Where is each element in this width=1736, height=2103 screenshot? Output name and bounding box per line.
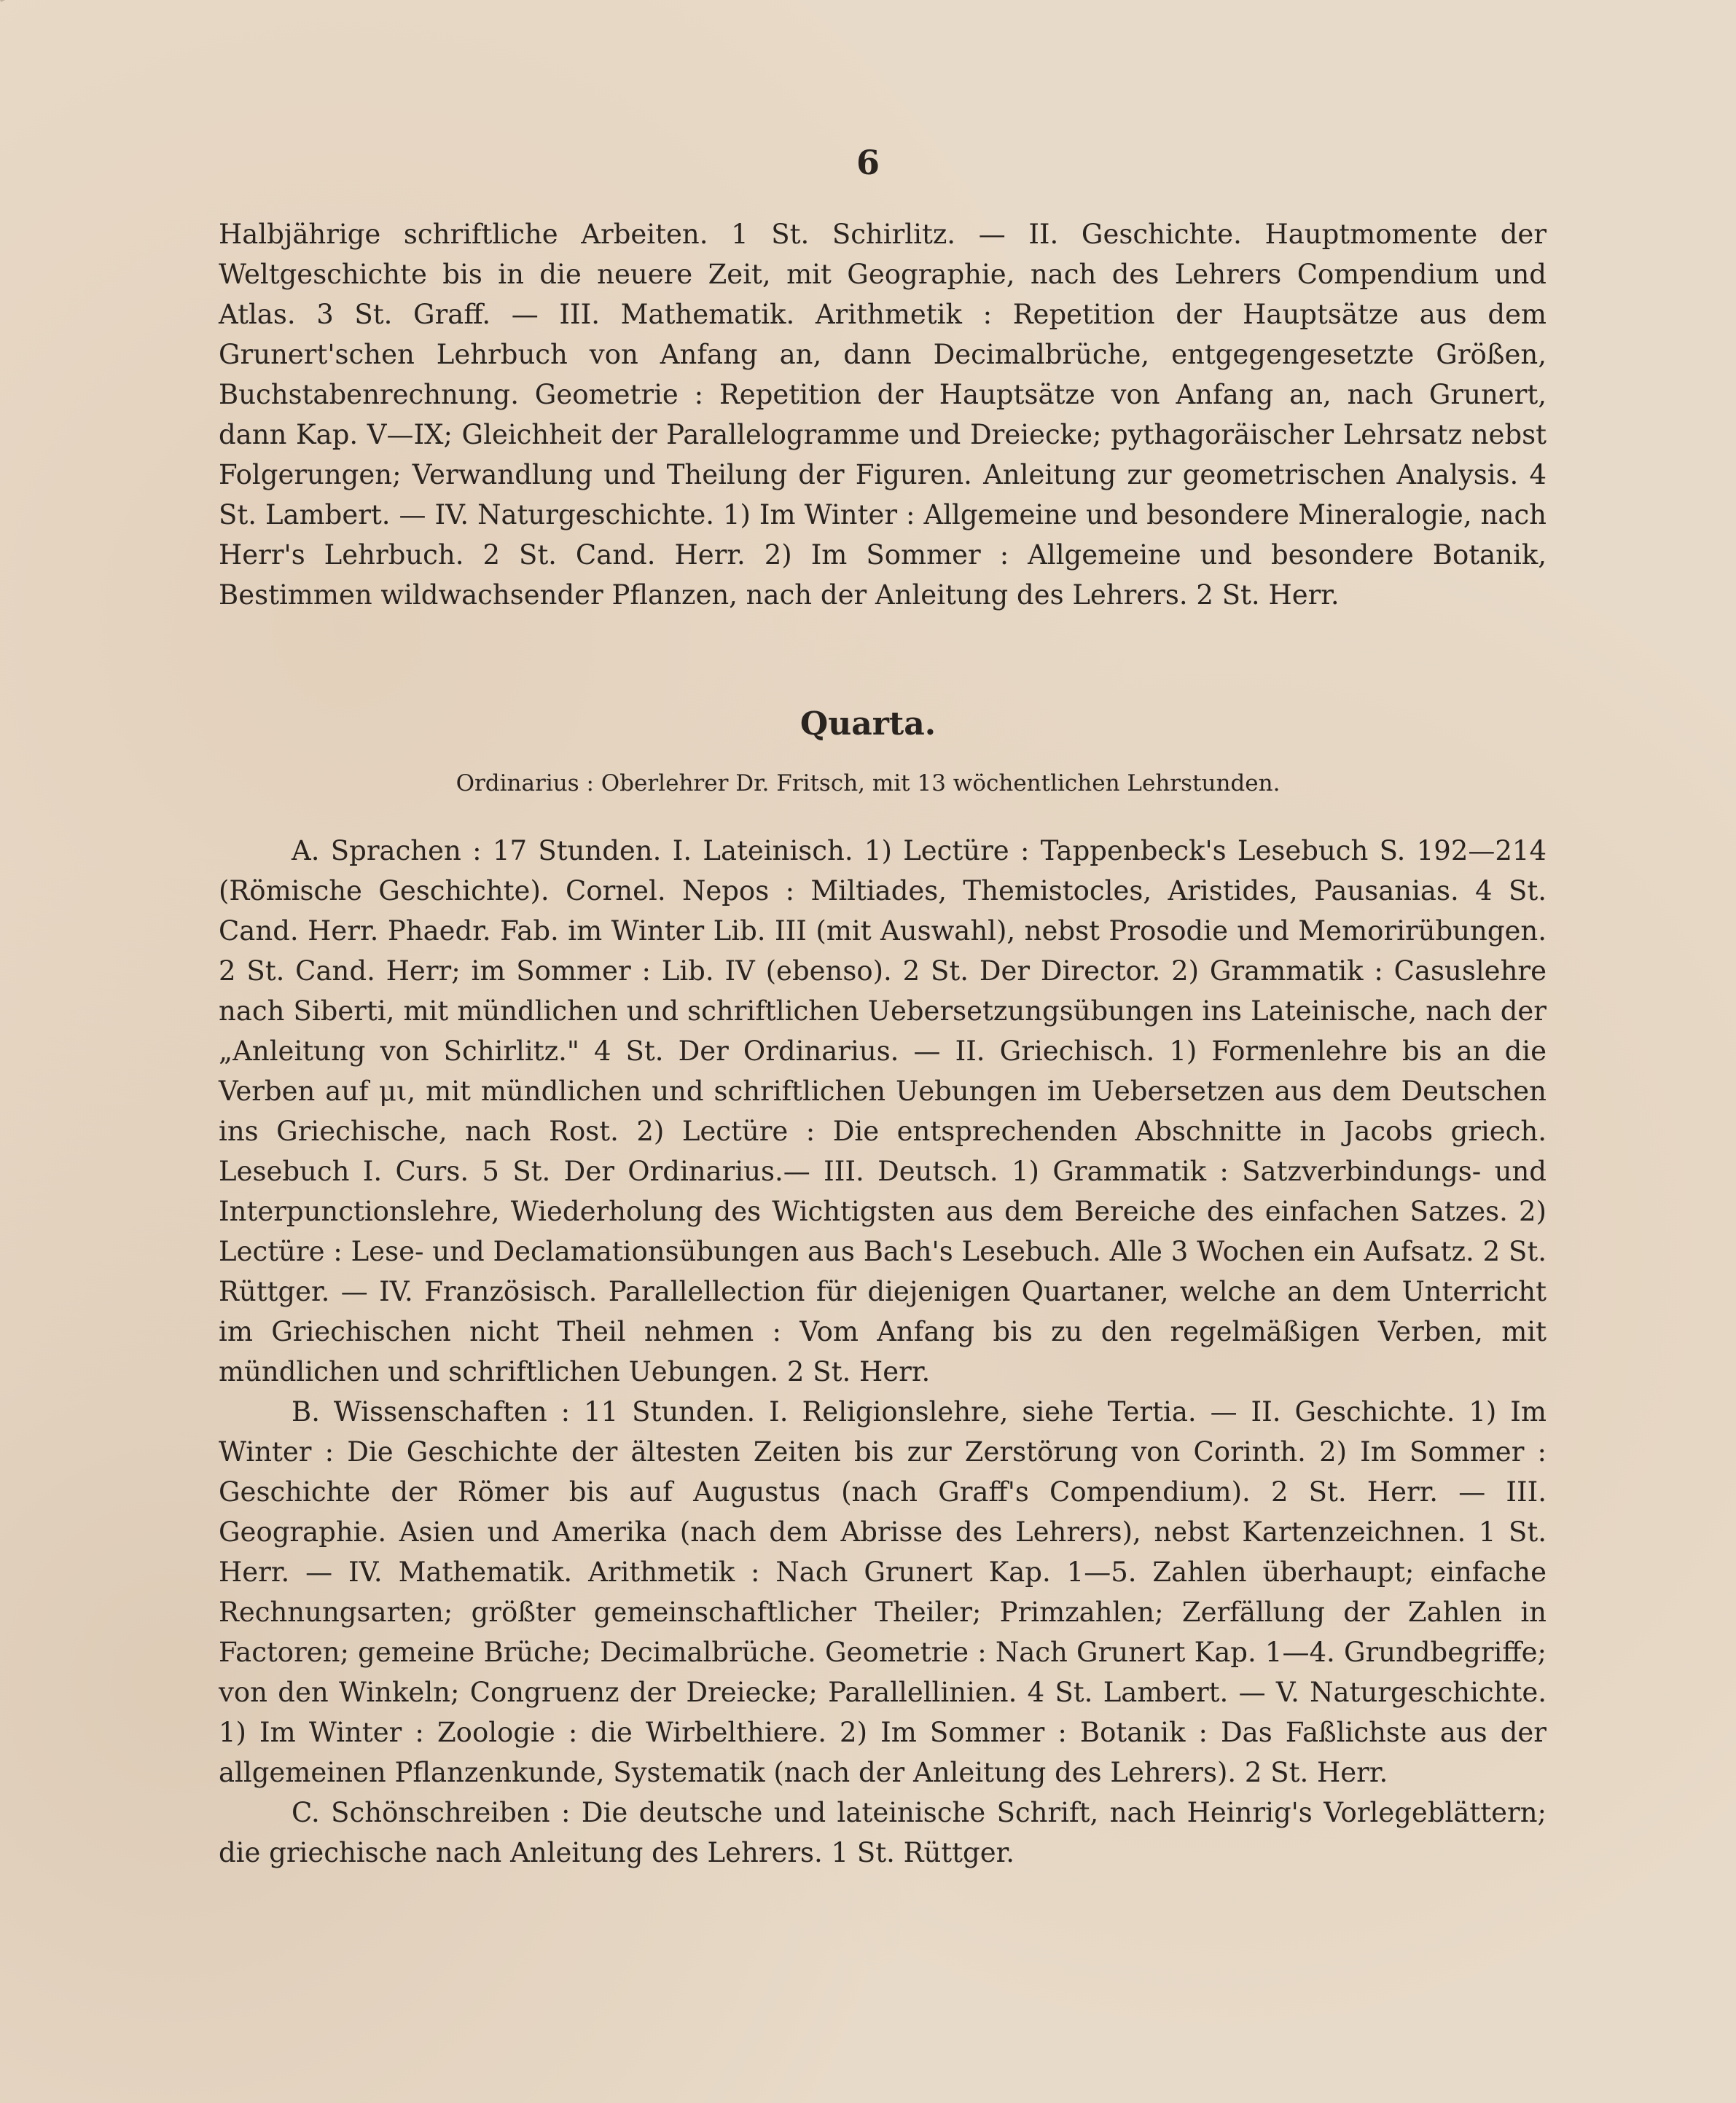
paragraph-schoenschreiben: C. Schönschreiben : Die deutsche und lateinische Schrift, nach Heinrig's Vorlegeblättern; die griechische nach Anleitung des Lehrers. 1 St. Rüttger. (219, 1797, 1547, 1868)
page-number: 6 (856, 143, 880, 182)
continuation-paragraph: Halbjährige schriftliche Arbeiten. 1 St. Schirlitz. — II. Geschichte. Hauptmomente der Weltgeschichte bis in die neuere Zeit, mit Geographie, nach des Lehrers Compendium und Atlas. 3 St. Graff. — III. Mathematik. Arithmetik : Repetition der Hauptsätze aus dem Grunert'schen Lehrbuch von Anfang an, dann Decimalbrüche, entgegengesetzte Größen, Buchstabenrechnung. Geometrie : Repetition der Hauptsätze von Anfang an, nach Grunert, dann Kap. V—IX; Gleichheit der Parallelogramme und Dreiecke; pythagoräischer Lehrsatz nebst Folgerungen; Verwandlung und Theilung der Figuren. Anleitung zur geometrischen Analysis. 4 St. Lambert. — IV. Naturgeschichte. 1) Im Winter : Allgemeine und besondere Mineralogie, nach Herr's Lehrbuch. 2 St. Cand. Herr. 2) Im Sommer : Allgemeine und besondere Botanik, Bestimmen wildwachsender Pflanzen, nach der Anleitung des Lehrers. 2 St. Herr. (219, 219, 1547, 611)
continued-text-block (219, 214, 1547, 615)
section-title: Quarta. (799, 705, 937, 743)
paragraph-sprachen: A. Sprachen : 17 Stunden. I. Lateinisch. 1) Lectüre : Tappenbeck's Lesebuch S. 192—214 (Römische Geschichte). Cornel. Nepos : Miltiades, Themistocles, Aristides, Pausanias. 4 St. Cand. Herr. Phaedr. Fab. im Winter Lib. III (mit Auswahl), nebst Prosodie und Memorirübungen. 2 St. Cand. Herr; im Sommer : Lib. IV (ebenso). 2 St. Der Director. 2) Grammatik : Casuslehre nach Siberti, mit mündlichen und schriftlichen Uebersetzungsübungen ins Lateinische, nach der „Anleitung von Schirlitz." 4 St. Der Ordinarius. — II. Griechisch. 1) Formenlehre bis an die Verben auf μι, mit mündlichen und schriftlichen Uebungen im Uebersetzen aus dem Deutschen ins Griechische, nach Rost. 2) Lectüre : Die entsprechenden Abschnitte in Jacobs griech. Lesebuch I. Curs. 5 St. Der Ordinarius.— III. Deutsch. 1) Grammatik : Satzverbindungs- und Interpunctionslehre, Wiederholung des Wichtigsten aus dem Bereiche des einfachen Satzes. 2) Lectüre : Lese- und Declamationsübungen aus Bach's Lesebuch. Alle 3 Wochen ein Aufsatz. 2 St. Rüttger. — IV. Französisch. Parallellection für diejenigen Quartaner, welche an dem Unterricht im Griechischen nicht Theil nehmen : Vom Anfang bis zu den regelmäßigen Verben, mit mündlichen und schriftlichen Uebungen. 2 St. Herr. (219, 835, 1547, 1387)
paragraph-wissenschaften: B. Wissenschaften : 11 Stunden. I. Religionslehre, siehe Tertia. — II. Geschichte. 1) Im Winter : Die Geschichte der ältesten Zeiten bis zur Zerstörung von Corinth. 2) Im Sommer : Geschichte der Römer bis auf Augustus (nach Graff's Compendium). 2 St. Herr. — III. Geographie. Asien und Amerika (nach dem Abrisse des Lehrers), nebst Kartenzeichnen. 1 St. Herr. — IV. Mathematik. Arithmetik : Nach Grunert Kap. 1—5. Zahlen überhaupt; einfache Rechnungsarten; größter gemeinschaftlicher Theiler; Primzahlen; Zerfällung der Zahlen in Factoren; gemeine Brüche; Decimalbrüche. Geometrie : Nach Grunert Kap. 1—4. Grundbegriffe; von den Winkeln; Congruenz der Dreiecke; Parallellinien. 4 St. Lambert. — V. Naturgeschichte. 1) Im Winter : Zoologie : die Wirbelthiere. 2) Im Sommer : Botanik : Das Faßlichste aus der allgemeinen Pflanzenkunde, Systematik (nach der Anleitung des Lehrers). 2 St. Herr. (219, 1396, 1547, 1788)
folded-corner (0, 0, 79, 42)
ordinarius-line: Ordinarius : Oberlehrer Dr. Fritsch, mit 13 wöchentlichen Lehrstunden. (455, 770, 1281, 796)
quarta-text-block (219, 831, 1547, 1873)
